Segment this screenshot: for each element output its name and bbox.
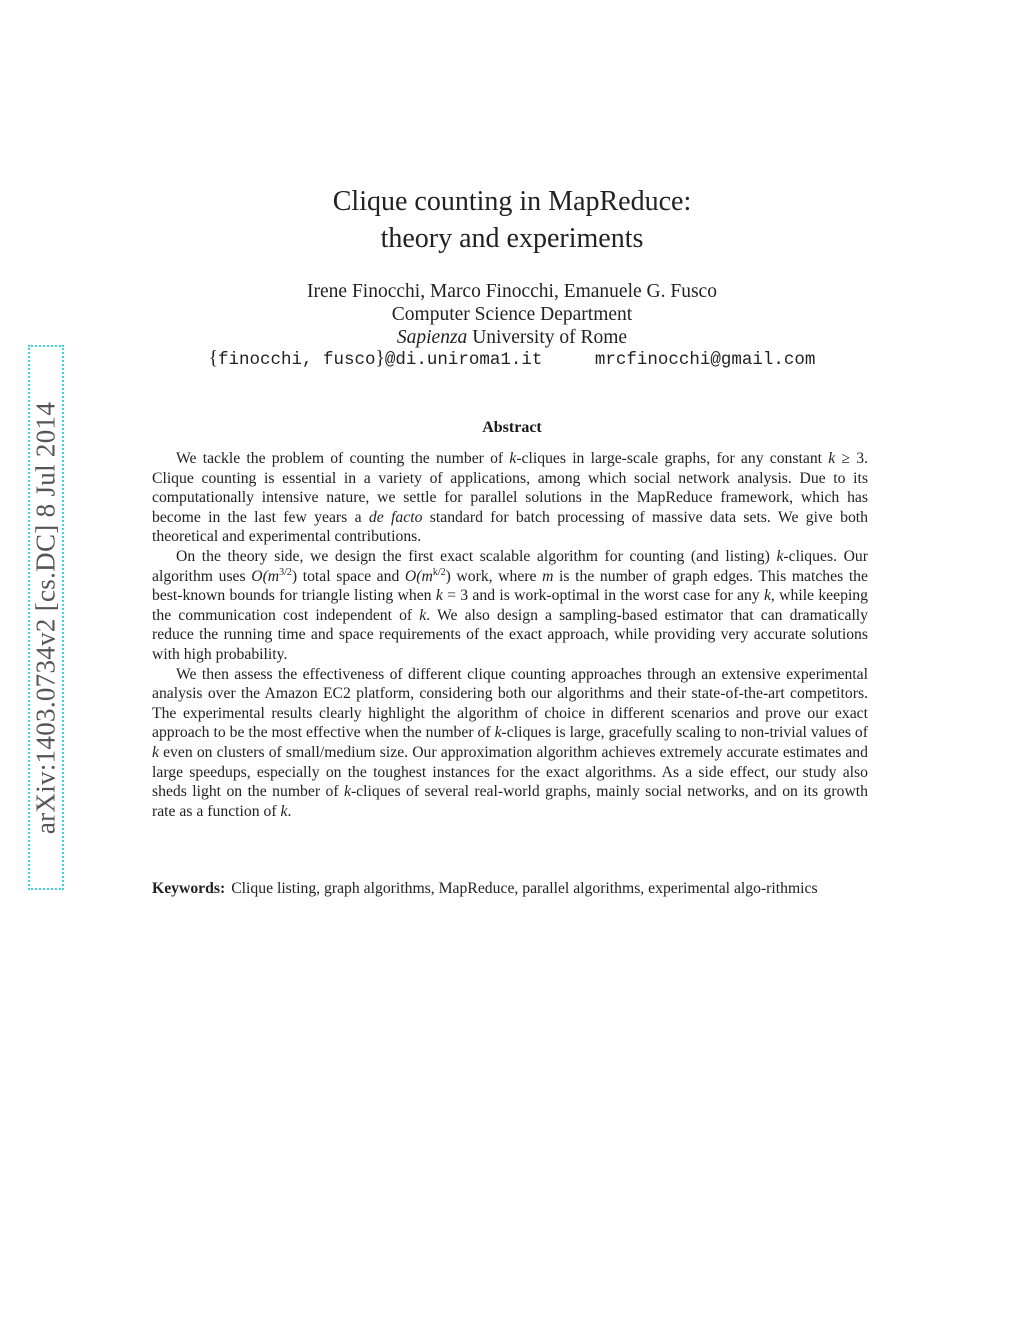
email-group-names: finocchi, fusco [217,350,376,370]
abstract-paragraph-2: On the theory side, we design the first exact scalable algorithm for counting (and listing) k-cliques. Our algorithm uses $O(m^{3/2})$ total space and $O(m^{k/2})$ work, where m is the number of graph edges. This matches the best-known bounds for triangle listing when k = 3 and is work-optimal in the worst case for any k, while keeping the communication cost independent of k. We also design a sampling-based estimator that can dramatically reduce the running time and space requirements of the exact approach, while providing very accurate solutions with high probability. [152,547,868,663]
university-rest: University of Rome [467,327,628,348]
keywords-text: Clique listing, graph algorithms, MapReduce, parallel algorithms, experimental algo-rithmics [231,880,818,897]
title-line-1: Clique counting in MapReduce: [332,186,692,217]
abstract-body [152,449,868,821]
university-italic: Sapienza [396,327,468,348]
email-group-domain: @di.uniroma1.it [384,350,543,370]
abstract-paragraph-3: We then assess the effectiveness of different clique counting approaches through an extensive experimental analysis over the Amazon EC2 platform, considering both our algorithms and their state-of-the-art competitors. The experimental results clearly highlight the algorithm of choice in different scenarios and prove our exact approach to be the most effective when the number of k-cliques is large, gracefully scaling to non-trivial values of k even on clusters of small/medium size. Our approximation algorithm achieves extremely accurate estimates and large speedups, especially on the toughest instances for the exact algorithms. As a side effect, our study also sheds light on the number of k-cliques of several real-world graphs, mainly social networks, and on its growth rate as a function of k. [152,665,868,820]
email-single: mrcfinocchi@gmail.com [594,350,816,370]
email-brace-close: } [375,348,385,369]
title-line-2: theory and experiments [380,223,644,254]
abstract-paragraph-1: We tackle the problem of counting the number of k-cliques in large-scale graphs, for any constant k ≥ 3. Clique counting is essential in a variety of applications, among which social network analysis. Due to its computationally intensive nature, we settle for parallel solutions in the MapReduce framework, which has become in the last few years a de facto standard for batch processing of massive data sets. We give both theoretical and experimental contributions. [152,450,868,546]
abstract-heading: Abstract [482,419,542,436]
author-names: Irene Finocchi, Marco Finocchi, Emanuele G. Fusco [307,281,717,302]
author-block [0,280,1024,349]
keywords-block [152,879,868,899]
keywords-label: Keywords: [152,880,226,897]
email-brace-open: { [208,348,218,369]
arxiv-identifier: arXiv:1403.0734v2 [cs.DC] 8 Jul 2014 [30,401,61,834]
author-university [0,326,1024,349]
paper-title [0,183,1024,257]
author-emails [0,348,1024,370]
author-department: Computer Science Department [391,304,633,325]
